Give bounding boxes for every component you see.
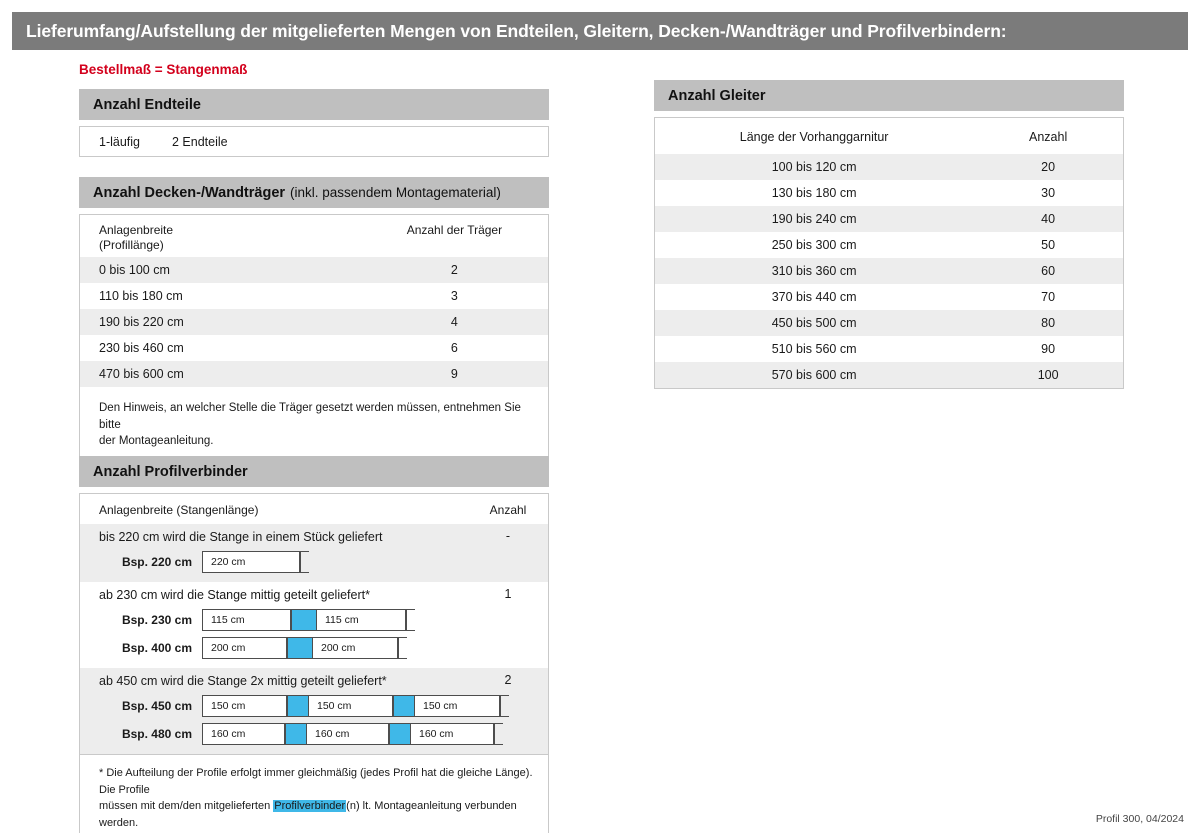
pv-endcap-icon [300,551,309,573]
pv-col1-header: Anlagenbreite (Stangenlänge) [99,503,259,517]
pv-bar-assembly [202,723,503,745]
pv-segment [313,638,397,658]
table-header-row [80,215,548,257]
right-column [654,80,1124,389]
table-row [655,232,1123,258]
traeger-table [80,215,548,387]
gleiter-range: 130 bis 180 cm [771,186,857,200]
pv-connector [285,724,307,744]
pv-group-count: - [505,529,511,543]
page-footer: Profil 300, 04/2024 [1095,813,1184,825]
gleiter-range: 100 bis 120 cm [655,154,973,180]
pv-bar [202,551,300,573]
pv-group-title: ab 450 cm wird die Stange 2x mittig geteilt geliefert* [99,674,387,688]
pv-group [80,668,548,754]
pv-segment-label: 150 cm [211,700,246,712]
pv-endcap-icon [494,723,503,745]
pv-example-row [80,634,548,662]
gleiter-count: 70 [1041,290,1056,304]
gleiter-col2-header: Anzahl [1029,130,1068,144]
endteile-row [79,126,549,157]
pv-segment [415,696,499,716]
pv-segment [317,610,405,630]
pv-group [80,524,548,582]
section-band-endteile [79,89,549,120]
pv-segment [203,610,291,630]
traeger-col1-header [80,215,361,257]
pv-segment [203,638,287,658]
pv-segment-label: 115 cm [325,614,359,626]
pv-segment [203,552,299,572]
pv-segment [203,696,287,716]
gleiter-range: 190 bis 240 cm [655,206,973,232]
pv-bar [202,723,494,745]
traeger-count: 9 [361,361,548,387]
endteile-laufig: 1-läufig [99,134,140,149]
profilverbinder-section [79,456,549,833]
pv-col2-header: Anzahl [489,503,527,517]
gleiter-range: 310 bis 360 cm [655,258,973,284]
pv-segment [411,724,493,744]
traeger-range: 230 bis 460 cm [99,341,184,355]
pv-segment [203,724,285,744]
table-row [655,362,1123,388]
pv-example-row [80,720,548,748]
pv-bar [202,609,406,631]
traeger-count: 3 [450,289,458,303]
gleiter-count: 60 [973,258,1123,284]
pv-connector [393,696,415,716]
pv-segment-label: 160 cm [315,728,350,740]
traeger-count: 6 [450,341,458,355]
section-subtitle-traeger: (inkl. passendem Montagematerial) [290,185,501,200]
pv-bar-assembly [202,551,309,573]
gleiter-range: 250 bis 300 cm [771,238,857,252]
pv-footnote-line2b: (n) lt. Montageanleitung verbunden werden. [99,800,517,829]
pv-bar [202,637,398,659]
gleiter-range: 510 bis 560 cm [771,342,857,356]
pv-example-row [80,548,548,576]
page-title: Lieferumfang/Aufstellung der mitgelieferten Mengen von Endteilen, Gleitern, Decken-/Wandträger und Profilverbindern: [26,20,1007,41]
pv-segment-label: 200 cm [321,642,356,654]
pv-example-row [80,692,548,720]
gleiter-col1-header: Länge der Vorhanggarnitur [739,130,889,144]
gleiter-count: 100 [973,362,1123,388]
traeger-col1-line1: Anlagenbreite [99,223,174,237]
table-row [80,309,548,335]
table-row [655,206,1123,232]
table-row [655,258,1123,284]
section-title-profilverbinder: Anzahl Profilverbinder [93,463,248,480]
pv-endcap-icon [398,637,407,659]
pv-footnote-highlight: Profilverbinder [274,800,346,812]
pv-connector [291,610,317,630]
traeger-count: 2 [361,257,548,283]
pv-segment-label: 220 cm [211,556,246,568]
table-row [655,154,1123,180]
table-header-row [655,118,1123,154]
gleiter-count: 40 [973,206,1123,232]
traeger-col2-header: Anzahl der Träger [406,223,503,237]
section-title-endteile: Anzahl Endteile [93,96,201,113]
pv-segment-label: 160 cm [211,728,246,740]
pv-bar-assembly [202,609,415,631]
section-title-traeger: Anzahl Decken-/Wandträger [93,184,286,201]
pv-footnote-line2 [99,798,534,831]
pv-segment-label: 150 cm [317,700,352,712]
pv-bar-assembly [202,637,407,659]
traeger-range: 190 bis 220 cm [80,309,361,335]
pv-example-row [80,606,548,634]
endteile-count: 2 Endteile [172,134,228,149]
table-row [655,284,1123,310]
traeger-count: 4 [361,309,548,335]
gleiter-count: 80 [973,310,1123,336]
traeger-range: 470 bis 600 cm [80,361,361,387]
traeger-table-wrap [79,214,549,463]
pv-endcap-icon [500,695,509,717]
table-row [655,336,1123,362]
table-row [80,335,548,361]
traeger-note [80,387,548,462]
table-row [655,310,1123,336]
section-title-gleiter: Anzahl Gleiter [668,87,766,104]
table-row [655,180,1123,206]
pv-footnote [80,754,548,833]
pv-group [80,582,548,668]
traeger-col1-line2: (Profillänge) [99,238,164,252]
table-row [80,283,548,309]
pv-group-count: 2 [504,673,512,687]
pv-connector [287,638,313,658]
gleiter-count: 50 [1041,238,1056,252]
pv-example-label: Bsp. 450 cm [121,699,192,713]
pv-group-title: bis 220 cm wird die Stange in einem Stück geliefert [99,530,383,544]
bestellmass-note: Bestellmaß = Stangenmaß [79,62,248,77]
traeger-note-line2: der Montageanleitung. [99,435,214,448]
pv-footnote-line2a: müssen mit dem/den mitgelieferten [99,800,274,812]
traeger-range: 0 bis 100 cm [80,257,361,283]
gleiter-count: 90 [1041,342,1056,356]
section-band-traeger [79,177,549,208]
gleiter-table [655,118,1123,388]
page-header [12,12,1188,50]
profilverbinder-header-row [80,494,548,524]
gleiter-range: 570 bis 600 cm [655,362,973,388]
pv-example-label: Bsp. 400 cm [121,641,192,655]
table-row [80,257,548,283]
pv-segment [307,724,389,744]
pv-group-title: ab 230 cm wird die Stange mittig geteilt geliefert* [99,588,370,602]
section-band-gleiter [654,80,1124,111]
pv-connector [287,696,309,716]
pv-bar [202,695,500,717]
profilverbinder-wrap [79,493,549,833]
section-band-profilverbinder [79,456,549,487]
pv-bar-assembly [202,695,509,717]
pv-example-label: Bsp. 480 cm [121,727,192,741]
gleiter-range: 450 bis 500 cm [655,310,973,336]
left-column [79,62,549,463]
pv-segment [309,696,393,716]
gleiter-table-wrap [654,117,1124,389]
gleiter-count: 30 [1041,186,1056,200]
table-row [80,361,548,387]
pv-group-count: 1 [504,587,512,601]
pv-example-label: Bsp. 230 cm [121,613,192,627]
traeger-range: 110 bis 180 cm [99,289,183,303]
gleiter-count: 20 [973,154,1123,180]
pv-segment-label: 115 cm [211,614,245,626]
gleiter-range: 370 bis 440 cm [771,290,857,304]
pv-segment-label: 160 cm [419,728,454,740]
pv-segment-label: 200 cm [211,642,246,654]
pv-endcap-icon [406,609,415,631]
pv-connector [389,724,411,744]
pv-segment-label: 150 cm [423,700,458,712]
traeger-note-line1: Den Hinweis, an welcher Stelle die Träger gesetzt werden müssen, entnehmen Sie bitte [99,402,521,431]
pv-example-label: Bsp. 220 cm [121,555,192,569]
pv-footnote-line1: * Die Aufteilung der Profile erfolgt immer gleichmäßig (jedes Profil hat die gleiche Länge). Die Profile [99,767,533,796]
